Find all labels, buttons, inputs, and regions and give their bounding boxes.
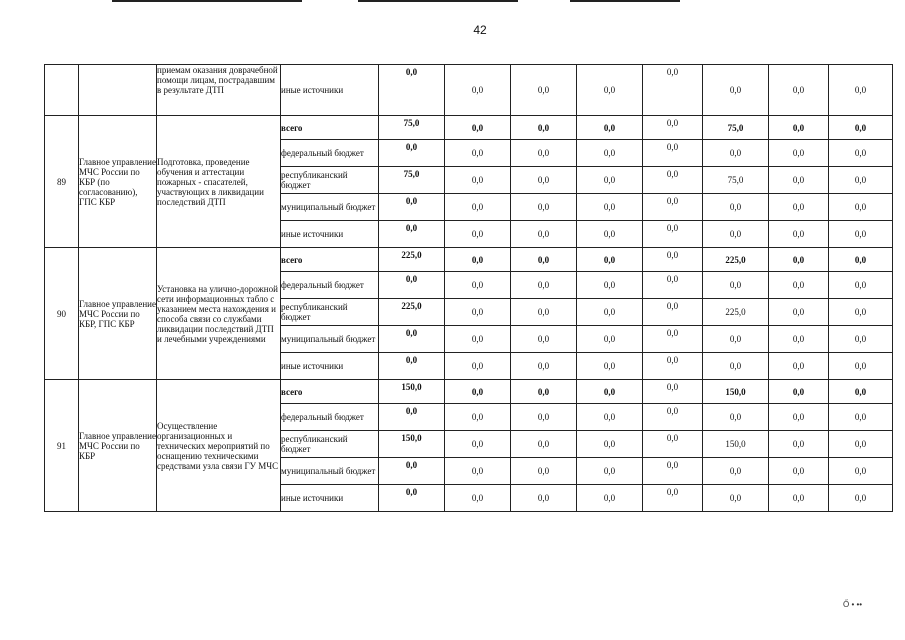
value-cell: 0,0 bbox=[703, 221, 769, 248]
value-cell: 75,0 bbox=[379, 167, 445, 194]
value-cell: 0,0 bbox=[511, 404, 577, 431]
value-cell: 0,0 bbox=[511, 326, 577, 353]
executor-cell: Главное управление МЧС России по КБР, ГПС КБР bbox=[79, 248, 157, 380]
executor-cell: Главное управление МЧС России по КБР bbox=[79, 380, 157, 512]
value-cell: 0,0 bbox=[703, 404, 769, 431]
value-cell: 0,0 bbox=[379, 140, 445, 167]
value-cell: 0,0 bbox=[643, 404, 703, 431]
source-cell: федеральный бюджет bbox=[281, 404, 379, 431]
source-cell: муниципальный бюджет bbox=[281, 194, 379, 221]
source-cell: всего bbox=[281, 380, 379, 404]
source-cell: федеральный бюджет bbox=[281, 140, 379, 167]
value-cell: 0,0 bbox=[379, 272, 445, 299]
value-cell: 225,0 bbox=[703, 299, 769, 326]
value-cell: 150,0 bbox=[703, 380, 769, 404]
value-cell: 0,0 bbox=[511, 485, 577, 512]
source-cell: всего bbox=[281, 248, 379, 272]
page-number: 42 bbox=[473, 23, 487, 37]
value-cell: 0,0 bbox=[577, 248, 643, 272]
value-cell: 225,0 bbox=[379, 299, 445, 326]
value-cell: 0,0 bbox=[577, 326, 643, 353]
footer-marks: Ő • •• bbox=[843, 600, 863, 609]
value-cell: 0,0 bbox=[445, 116, 511, 140]
value-cell: 0,0 bbox=[445, 194, 511, 221]
value-cell: 150,0 bbox=[703, 431, 769, 458]
source-cell: всего bbox=[281, 116, 379, 140]
executor-cell bbox=[79, 65, 157, 116]
value-cell: 0,0 bbox=[769, 326, 829, 353]
table-row bbox=[45, 116, 893, 140]
value-cell: 0,0 bbox=[829, 221, 893, 248]
value-cell: 0,0 bbox=[445, 431, 511, 458]
value-cell: 0,0 bbox=[379, 458, 445, 485]
value-cell: 0,0 bbox=[577, 65, 643, 116]
value-cell: 0,0 bbox=[829, 326, 893, 353]
value-cell: 0,0 bbox=[445, 272, 511, 299]
value-cell: 0,0 bbox=[511, 458, 577, 485]
value-cell: 0,0 bbox=[643, 353, 703, 380]
top-rule-right bbox=[570, 0, 680, 2]
value-cell: 0,0 bbox=[829, 167, 893, 194]
value-cell: 0,0 bbox=[643, 380, 703, 404]
value-cell: 0,0 bbox=[445, 380, 511, 404]
value-cell: 150,0 bbox=[379, 380, 445, 404]
value-cell: 75,0 bbox=[703, 116, 769, 140]
value-cell: 0,0 bbox=[829, 458, 893, 485]
value-cell: 0,0 bbox=[379, 65, 445, 116]
value-cell: 0,0 bbox=[769, 194, 829, 221]
value-cell: 0,0 bbox=[445, 221, 511, 248]
value-cell: 0,0 bbox=[829, 299, 893, 326]
value-cell: 0,0 bbox=[577, 299, 643, 326]
value-cell: 0,0 bbox=[577, 431, 643, 458]
value-cell: 0,0 bbox=[511, 194, 577, 221]
value-cell: 0,0 bbox=[643, 221, 703, 248]
value-cell: 0,0 bbox=[829, 404, 893, 431]
value-cell: 0,0 bbox=[643, 116, 703, 140]
value-cell: 0,0 bbox=[445, 404, 511, 431]
value-cell: 0,0 bbox=[511, 380, 577, 404]
source-cell: республиканский бюджет bbox=[281, 167, 379, 194]
value-cell: 0,0 bbox=[769, 431, 829, 458]
value-cell: 0,0 bbox=[703, 326, 769, 353]
value-cell: 0,0 bbox=[379, 353, 445, 380]
value-cell: 0,0 bbox=[769, 353, 829, 380]
value-cell: 0,0 bbox=[829, 353, 893, 380]
value-cell: 0,0 bbox=[643, 299, 703, 326]
value-cell: 75,0 bbox=[379, 116, 445, 140]
value-cell: 0,0 bbox=[379, 194, 445, 221]
value-cell: 0,0 bbox=[769, 458, 829, 485]
value-cell: 0,0 bbox=[829, 194, 893, 221]
table-row bbox=[45, 65, 893, 116]
value-cell: 0,0 bbox=[829, 485, 893, 512]
value-cell: 0,0 bbox=[511, 140, 577, 167]
source-cell: муниципальный бюджет bbox=[281, 326, 379, 353]
value-cell: 0,0 bbox=[829, 431, 893, 458]
value-cell: 0,0 bbox=[829, 248, 893, 272]
value-cell: 0,0 bbox=[379, 485, 445, 512]
number-cell: 91 bbox=[45, 380, 79, 512]
value-cell: 0,0 bbox=[643, 431, 703, 458]
value-cell: 0,0 bbox=[769, 272, 829, 299]
source-cell: иные источники bbox=[281, 221, 379, 248]
value-cell: 0,0 bbox=[769, 380, 829, 404]
executor-cell: Главное управление МЧС России по КБР (по согласованию), ГПС КБР bbox=[79, 116, 157, 248]
value-cell: 150,0 bbox=[379, 431, 445, 458]
value-cell: 0,0 bbox=[511, 65, 577, 116]
source-cell: муниципальный бюджет bbox=[281, 458, 379, 485]
value-cell: 0,0 bbox=[577, 221, 643, 248]
value-cell: 0,0 bbox=[769, 167, 829, 194]
value-cell: 0,0 bbox=[829, 380, 893, 404]
source-cell: республиканский бюджет bbox=[281, 299, 379, 326]
value-cell: 0,0 bbox=[829, 65, 893, 116]
top-rule-middle bbox=[358, 0, 518, 2]
value-cell: 0,0 bbox=[511, 221, 577, 248]
number-cell: 90 bbox=[45, 248, 79, 380]
value-cell: 0,0 bbox=[445, 485, 511, 512]
value-cell: 0,0 bbox=[643, 194, 703, 221]
table-row bbox=[45, 380, 893, 404]
table-body bbox=[45, 65, 893, 512]
source-cell: республиканский бюджет bbox=[281, 431, 379, 458]
source-cell: федеральный бюджет bbox=[281, 272, 379, 299]
value-cell: 0,0 bbox=[577, 272, 643, 299]
event-cell: приемам оказания доврачебной помощи лицам, пострадавшим в результате ДТП bbox=[157, 65, 281, 116]
value-cell: 0,0 bbox=[577, 458, 643, 485]
value-cell: 0,0 bbox=[445, 326, 511, 353]
value-cell: 0,0 bbox=[703, 140, 769, 167]
value-cell: 0,0 bbox=[511, 167, 577, 194]
top-rule-left bbox=[112, 0, 302, 2]
value-cell: 0,0 bbox=[769, 404, 829, 431]
value-cell: 225,0 bbox=[379, 248, 445, 272]
value-cell: 0,0 bbox=[703, 194, 769, 221]
value-cell: 0,0 bbox=[643, 326, 703, 353]
value-cell: 0,0 bbox=[445, 140, 511, 167]
value-cell: 0,0 bbox=[643, 458, 703, 485]
number-cell: 89 bbox=[45, 116, 79, 248]
value-cell: 0,0 bbox=[769, 65, 829, 116]
value-cell: 75,0 bbox=[703, 167, 769, 194]
value-cell: 0,0 bbox=[703, 272, 769, 299]
value-cell: 0,0 bbox=[445, 299, 511, 326]
value-cell: 0,0 bbox=[379, 221, 445, 248]
value-cell: 0,0 bbox=[379, 326, 445, 353]
value-cell: 0,0 bbox=[577, 167, 643, 194]
value-cell: 0,0 bbox=[703, 65, 769, 116]
value-cell: 0,0 bbox=[829, 116, 893, 140]
value-cell: 0,0 bbox=[769, 299, 829, 326]
value-cell: 0,0 bbox=[769, 485, 829, 512]
value-cell: 0,0 bbox=[643, 272, 703, 299]
value-cell: 0,0 bbox=[511, 431, 577, 458]
source-cell: иные источники bbox=[281, 485, 379, 512]
event-cell: Подготовка, проведение обучения и аттестации пожарных - спасателей, участвующих в ликвидации последствий ДТП bbox=[157, 116, 281, 248]
value-cell: 0,0 bbox=[769, 116, 829, 140]
value-cell: 0,0 bbox=[379, 404, 445, 431]
value-cell: 0,0 bbox=[511, 353, 577, 380]
number-cell bbox=[45, 65, 79, 116]
value-cell: 0,0 bbox=[643, 140, 703, 167]
value-cell: 0,0 bbox=[445, 248, 511, 272]
budget-table bbox=[44, 64, 893, 512]
value-cell: 0,0 bbox=[769, 248, 829, 272]
value-cell: 0,0 bbox=[643, 485, 703, 512]
value-cell: 0,0 bbox=[511, 248, 577, 272]
value-cell: 0,0 bbox=[829, 272, 893, 299]
value-cell: 0,0 bbox=[643, 248, 703, 272]
value-cell: 0,0 bbox=[703, 485, 769, 512]
source-cell: иные источники bbox=[281, 353, 379, 380]
value-cell: 0,0 bbox=[577, 140, 643, 167]
value-cell: 0,0 bbox=[829, 140, 893, 167]
value-cell: 0,0 bbox=[643, 167, 703, 194]
value-cell: 225,0 bbox=[703, 248, 769, 272]
value-cell: 0,0 bbox=[769, 221, 829, 248]
event-cell: Установка на улично-дорожной сети информационных табло с указанием места нахождения и способа связи со службами ликвидации последствий ДТП и лечебными учреждениями bbox=[157, 248, 281, 380]
value-cell: 0,0 bbox=[577, 194, 643, 221]
value-cell: 0,0 bbox=[445, 167, 511, 194]
value-cell: 0,0 bbox=[445, 458, 511, 485]
value-cell: 0,0 bbox=[577, 404, 643, 431]
value-cell: 0,0 bbox=[511, 272, 577, 299]
value-cell: 0,0 bbox=[577, 116, 643, 140]
value-cell: 0,0 bbox=[577, 353, 643, 380]
value-cell: 0,0 bbox=[577, 380, 643, 404]
table-row bbox=[45, 248, 893, 272]
value-cell: 0,0 bbox=[577, 485, 643, 512]
value-cell: 0,0 bbox=[511, 299, 577, 326]
value-cell: 0,0 bbox=[445, 353, 511, 380]
value-cell: 0,0 bbox=[511, 116, 577, 140]
event-cell: Осуществление организационных и технических мероприятий по оснащению техническими средствами узла связи ГУ МЧС bbox=[157, 380, 281, 512]
value-cell: 0,0 bbox=[643, 65, 703, 116]
value-cell: 0,0 bbox=[769, 140, 829, 167]
source-cell: иные источники bbox=[281, 65, 379, 116]
value-cell: 0,0 bbox=[703, 458, 769, 485]
value-cell: 0,0 bbox=[445, 65, 511, 116]
value-cell: 0,0 bbox=[703, 353, 769, 380]
